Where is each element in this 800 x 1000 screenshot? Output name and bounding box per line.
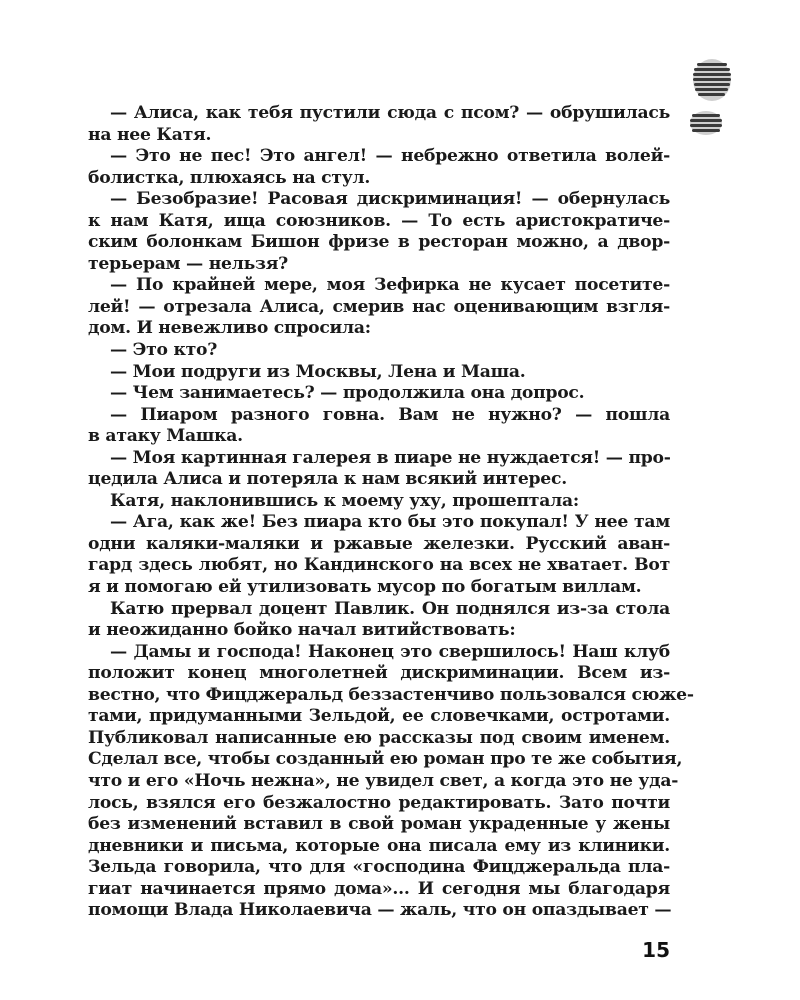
text-line: что и его «Ночь нежна», не увидел свет, а когда это не уда- (88, 770, 679, 791)
text-line: лось, взялся его безжалостно редактировать. Зато почти (88, 792, 670, 813)
text-line: одни каляки-маляки и ржавые железки. Русский аван- (88, 533, 670, 554)
text-line: Катя, наклонившись к моему уху, прошептала: (110, 490, 579, 511)
text-line: без изменений вставил в свой роман украденные у жены (88, 814, 670, 835)
text-line: — Дамы и господа! Наконец это свершилось! Наш клуб (110, 641, 670, 662)
text-line: Сделал все, чтобы созданный ею роман про те же события, (88, 749, 683, 770)
text-line: в атаку Машка. (88, 426, 243, 447)
text-line: — Алиса, как тебя пустили сюда с псом? — обрушилась (110, 103, 670, 123)
body-text (88, 103, 694, 922)
text-line: вестно, что Фицджеральд беззастенчиво пользовался сюже- (88, 684, 694, 705)
text-line: я и помогаю ей утилизовать мусор по богатым виллам. (88, 577, 642, 598)
shoe-footprint-icon (684, 58, 736, 138)
text-line: терьерам — нельзя? (88, 253, 288, 274)
text-line: дом. И невежливо спросила: (88, 318, 371, 339)
text-line: — Безобразие! Расовая дискриминация! — обернулась (110, 189, 670, 210)
text-line: — Это не пес! Это ангел! — небрежно ответила волей- (110, 146, 670, 167)
text-line: цедила Алиса и потеряла к нам всякий интерес. (88, 469, 567, 490)
text-line: гиат начинается прямо дома»... И сегодня мы благодаря (88, 878, 670, 899)
text-line: болистка, плюхаясь на стул. (88, 167, 371, 188)
text-line: гард здесь любят, но Кандинского на всех не хватает. Вот (88, 555, 670, 576)
text-line: помощи Влада Николаевича — жаль, что он опаздывает — (88, 900, 672, 921)
text-line: — Чем занимаетесь? — продолжила она допрос. (110, 383, 585, 404)
text-line: лей! — отрезала Алиса, смерив нас оценивающим взгля- (88, 296, 670, 317)
text-line: Публиковал написанные ею рассказы под своим именем. (88, 727, 670, 748)
text-line: ским болонкам Бишон фризе в ресторан можно, а двор- (88, 232, 670, 253)
text-line: положит конец многолетней дискриминации. Всем из- (88, 663, 670, 684)
text-line: и неожиданно бойко начал витийствовать: (88, 620, 516, 641)
text-line: дневники и письма, которые она писала ему из клиники. (88, 835, 670, 856)
page-number: 15 (642, 938, 670, 962)
text-line: на нее Катя. (88, 124, 212, 145)
text-line: — Ага, как же! Без пиара кто бы это покупал! У нее там (110, 512, 670, 533)
text-line: — Мои подруги из Москвы, Лена и Маша. (110, 361, 526, 382)
text-line: тами, придуманными Зельдой, ее словечками, остротами. (88, 706, 670, 727)
text-line: — Это кто? (110, 340, 218, 361)
text-line: — По крайней мере, моя Зефирка не кусает посетите- (110, 275, 670, 296)
text-line: — Моя картинная галерея в пиаре не нуждается! — про- (110, 447, 671, 468)
text-line: Зельда говорила, что для «господина Фицджеральда пла- (88, 857, 670, 878)
text-line: Катю прервал доцент Павлик. Он поднялся из-за стола (110, 598, 670, 619)
text-line: — Пиаром разного говна. Вам не нужно? — пошла (110, 404, 670, 425)
text-line: к нам Катя, ища союзников. — То есть аристократиче- (88, 210, 670, 231)
